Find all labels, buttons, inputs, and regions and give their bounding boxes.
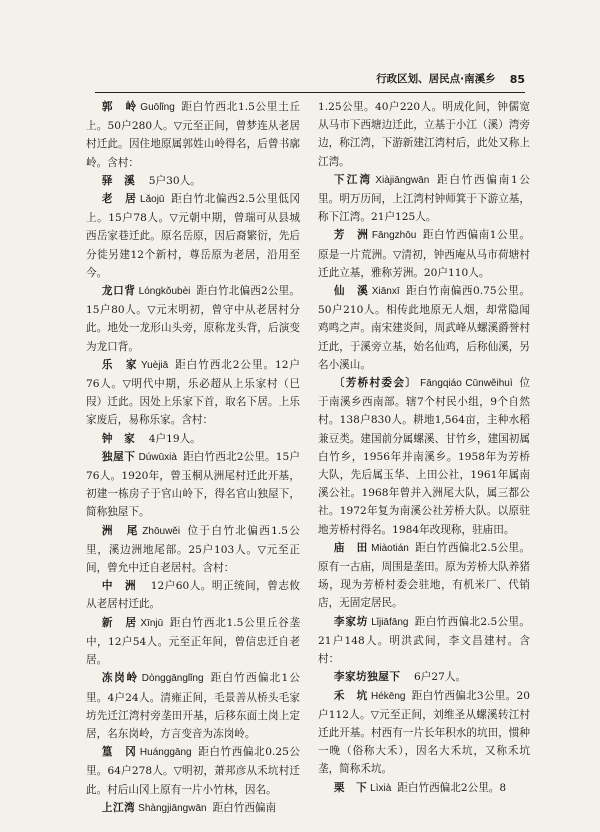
entry-name: 李家坊独屋下: [333, 671, 401, 684]
entry-text: 距白竹西北1.5公里丘谷垄中，12户54人。元至正年间，曾信忠迁自老居。: [86, 616, 300, 667]
entry-name: 冻岗岭: [101, 672, 139, 685]
entry-text: 距白竹西偏北1公里。4户24人。清雍正间，毛景善从桥头毛家坊先迁江湾村旁垄田开基，后移东面土岗上定居，名东岗岭，方言变音为冻岗岭。: [86, 672, 300, 740]
gazetteer-entry: [86, 282, 300, 356]
entry-name: 乐 家: [101, 358, 138, 371]
page-number: 85: [509, 73, 525, 86]
gazetteer-entry: [318, 539, 530, 613]
gazetteer-entry: [86, 799, 300, 818]
gazetteer-entry: [318, 374, 530, 539]
entry-text: 距白竹西偏北2.5公里。原有一古庙，周围是垄田。原为芳桥大队养猪场，现为芳桥村委会驻地，有机米厂、代销店，无固定居民。: [318, 541, 530, 610]
entry-text: 距白竹西偏北0.25公里。64户278人。▽明初，萧邦彦从禾坑村迁此。村后山冈上原有一片小竹林，因名。: [86, 746, 300, 796]
gazetteer-entry: [86, 430, 300, 448]
entry-pinyin: Dúwūxià: [138, 451, 177, 463]
entry-text: 4户19人。: [148, 432, 201, 445]
running-header: [95, 66, 525, 93]
gazetteer-entry: [86, 614, 300, 670]
entry-name: 独屋下: [101, 450, 136, 463]
gazetteer-entry: [318, 613, 530, 669]
left-column: [86, 98, 300, 818]
entry-text: 6户27人。: [414, 671, 467, 684]
entry-text: 距白竹西偏南: [212, 801, 277, 814]
entry-text: 距白竹西偏南1公里。原是一片荒洲。▽清初，钟西庵从马市荷塘村迁此立基，雅称芳洲。20户110人。: [318, 229, 531, 279]
entry-name: 仙 溪: [333, 285, 369, 298]
gazetteer-entry: [86, 172, 300, 190]
entry-text: 位于南溪乡西南部。辖7个村民小组，9个自然村。138户830人。耕地1,564亩，主种水稻兼豆类。建国前分属螺溪、甘竹乡，建国初属白竹乡，1956年并南溪乡。1958年为芳桥大队，先后属玉华、上田公社，1961年属南溪公社。1968年曾并入洲尾大队，属三都公社。1972年复为南溪公社芳桥大队。以原驻地芳桥村得名。1984年改现称，驻庙田。: [318, 377, 531, 536]
entry-pinyin: Hékēng: [370, 690, 406, 702]
gazetteer-entry: [86, 577, 300, 613]
entry-text: 距白竹西北2公里。12户76人。▽明代中期，乐必超从上乐家村（巳叚）迁此。因处上乐家下首，取名下居。上乐家废后，易称乐家。含村：: [86, 358, 300, 427]
entry-pinyin: Huánggāng: [139, 747, 192, 759]
entry-text: 距白竹西偏北2公里。8: [397, 781, 507, 794]
right-column: [318, 98, 530, 798]
entry-name: 龙口背: [101, 285, 136, 298]
gazetteer-entry: [86, 356, 300, 430]
entry-pinyin: Xiānxī: [371, 286, 400, 298]
gazetteer-entry: [86, 448, 300, 522]
entry-name: 上江湾: [101, 801, 136, 814]
entry-text: 距白竹西北2公里。15户76人。1920年，曾玉桐从洲尾村迁此开基，初建一栋房子于官山岭下，得名官山独屋下，简称独屋下。: [86, 450, 300, 519]
entry-name: 钟 家: [101, 432, 136, 445]
entry-name: 篁 冈: [101, 746, 137, 759]
entry-name: 禾 坑: [333, 689, 368, 702]
entry-name: 郭 岭: [101, 101, 138, 113]
entry-text: 距白竹西偏南1公里。明万历间，上江湾村钟师箕于下游立基，称下江湾。21户125人。: [318, 173, 530, 224]
entry-pinyin: Zhōuwěi: [142, 525, 181, 537]
entry-text: 距白竹北偏西2公里。15户80人。▽元末明初，曾守中从老居村分此。地处一龙形山头旁，原称龙头背，后演变为龙口背。: [86, 285, 300, 353]
entry-pinyin: Fāngqiáo Cūnwěihuì: [420, 378, 513, 390]
entry-pinyin: Guōlǐng: [140, 102, 175, 113]
gazetteer-entry: [318, 98, 530, 171]
gazetteer-entry: [318, 171, 530, 227]
entry-pinyin: Lǐjiāfāng: [371, 616, 409, 628]
gazetteer-entry: [318, 687, 530, 779]
entry-name: 下江湾: [333, 173, 373, 186]
entry-name: 洲 尾: [101, 524, 140, 537]
entry-text: 距白竹西偏北2.5公里。21户148人。明洪武间，李文昌建村。含村：: [318, 615, 530, 666]
header-title: 行政区划、居民点·南溪乡: [376, 73, 496, 85]
entry-name: 芳 洲: [333, 229, 369, 242]
entry-pinyin: Lóngkǒubèi: [138, 286, 191, 298]
gazetteer-entry: [318, 779, 530, 798]
gazetteer-entry: [318, 282, 530, 374]
entry-pinyin: Yuèjiā: [140, 359, 169, 371]
entry-pinyin: Xiàjiāngwān: [375, 174, 430, 186]
entry-pinyin: Shàngjiāngwān: [138, 802, 207, 814]
gazetteer-entry: [318, 668, 530, 686]
entry-name: 〔芳桥村委会〕: [333, 377, 418, 390]
gazetteer-entry: [86, 522, 300, 578]
entry-text: 距白竹西北1.5公里土丘上。50户280人。▽元至正间，曾梦连从老居村迁此。因住地原属郭姓山岭得名，后曾书廓岭。含村：: [86, 101, 300, 169]
entry-pinyin: Miàotián: [371, 542, 409, 554]
entry-name: 驿 溪: [101, 174, 136, 187]
entry-name: 老 居: [101, 193, 138, 206]
entry-text: 12户60人。明正统间，曾志攸从老居村迁此。: [86, 580, 300, 611]
entry-pinyin: Lìxià: [370, 782, 392, 794]
gazetteer-entry: [86, 98, 300, 172]
gazetteer-entry: [86, 743, 300, 799]
entry-text: 距白竹北偏西2.5公里低冈上。15户78人。▽元朝中期，曾瑞可从县城西岳家巷迁此。原名岳原，因后裔繁衍，先后分徙另建12个新村，尊岳原为老居，沿用至今。: [86, 193, 300, 279]
entry-name: 中 洲: [101, 580, 137, 593]
entry-name: 栗 下: [333, 781, 368, 794]
entry-name: 李家坊: [333, 615, 369, 628]
entry-text: 1.25公里。40户220人。明成化间，钟儒宽从马市下西塘边迁此，立基于小江（溪）湾旁边，称江湾，下游新建江湾村后，此处又称上江湾。: [318, 101, 530, 168]
entry-text: 距白竹西偏北3公里。20户112人。▽元至正间，刘维圣从螺溪转江村迁此开基。村西有一片长年积水的坑田，惯种一晚（俗称大禾），因名大禾坑，又称禾坑垄，简称禾坑。: [318, 689, 530, 776]
entry-pinyin: Xīnjū: [140, 617, 164, 629]
entry-pinyin: Lǎojū: [140, 194, 165, 206]
entry-pinyin: Fāngzhōu: [371, 230, 417, 242]
gazetteer-entry: [318, 226, 530, 282]
gazetteer-entry: [86, 190, 300, 282]
entry-name: 庙 田: [333, 541, 369, 554]
entry-text: 位于白竹北偏西1.5公里，溪边洲地尾部。25户103人。▽元至正间，曾允中迁自老居村。含村：: [86, 524, 300, 575]
entry-text: 5户30人。: [148, 174, 201, 187]
entry-pinyin: Dònggānglǐng: [141, 673, 204, 685]
entry-text: 距白竹南偏西0.75公里。50户210人。相传此地原无人烟，却常隐闻鸡鸣之声。南宋建炎间，周武峰从螺溪爵誉村迁此，于溪旁立基，始名仙鸡，后称仙溪，另名小溪山。: [318, 285, 530, 371]
entry-name: 新 居: [101, 616, 138, 629]
gazetteer-entry: [86, 669, 300, 743]
